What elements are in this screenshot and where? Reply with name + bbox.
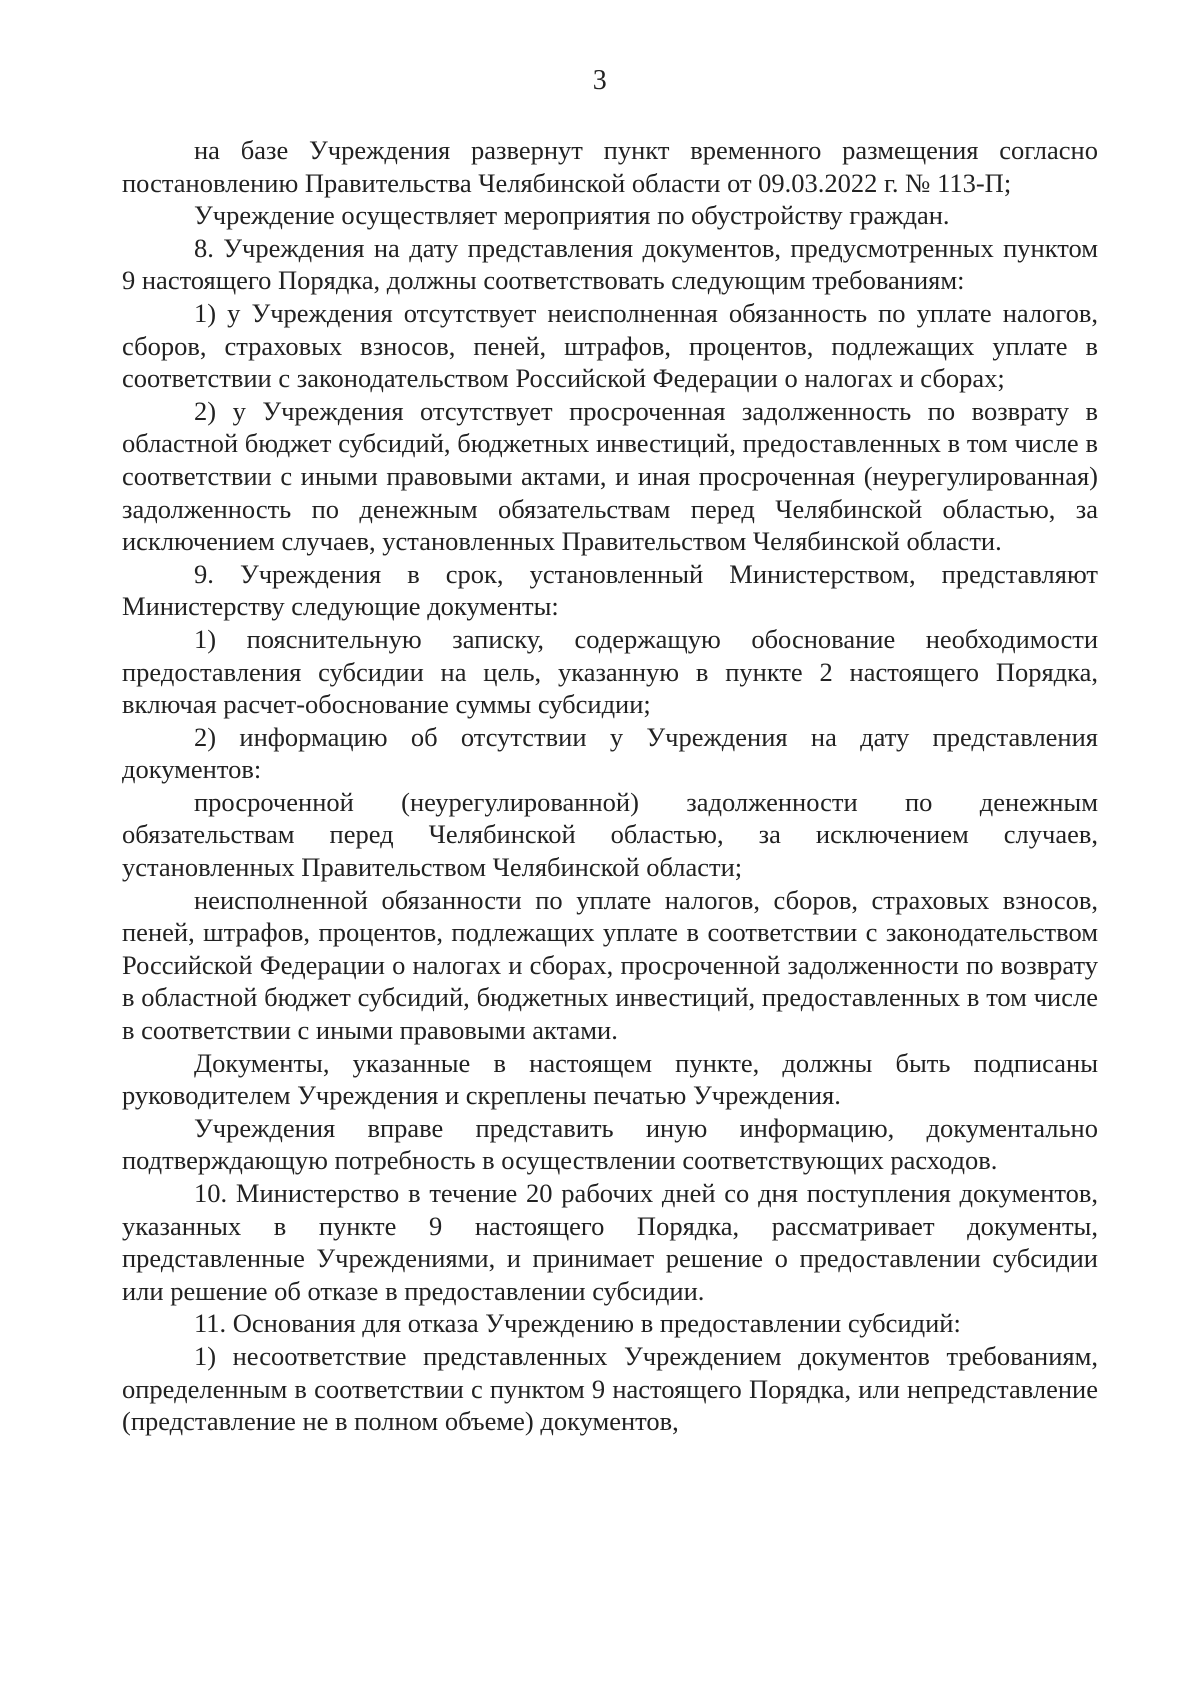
paragraph-item-9-2-unfulfilled-obligation: неисполненной обязанности по уплате налогов, сборов, страховых взносов, пеней, штрафов, процентов, подлежащих уплате в соответствии с законодательством Российской Федерации о налогах и сборах, просроченной задолженности по возврату в областной бюджет субсидий, бюджетных инвестиций, предоставленных в том числе в соответствии с иными правовыми актами. — [122, 884, 1098, 1046]
paragraph-temporary-accommodation: на базе Учреждения развернут пункт временного размещения согласно постановлению Правительства Челябинской области от 09.03.2022 г. № 113-П; — [122, 135, 1098, 198]
paragraph-item-9: 9. Учреждения в срок, установленный Министерством, представляют Министерству следующие документы: — [122, 558, 1098, 622]
paragraph-documents-signed: Документы, указанные в настоящем пункте, должны быть подписаны руководителем Учреждения и скреплены печатью Учреждения. — [122, 1047, 1098, 1111]
document-body — [122, 134, 1098, 1438]
paragraph-item-11: 11. Основания для отказа Учреждению в предоставлении субсидий: — [194, 1308, 961, 1339]
paragraph-other-information: Учреждения вправе представить иную информацию, документально подтверждающую потребность в осуществлении соответствующих расходов. — [122, 1112, 1098, 1176]
paragraph-item-8-1: 1) у Учреждения отсутствует неисполненная обязанность по уплате налогов, сборов, страховых взносов, пеней, штрафов, процентов, подлежащих уплате в соответствии с законодательством Российской Федерации о налогах и сборах; — [122, 297, 1098, 394]
page-number: 3 — [592, 65, 608, 96]
paragraph-citizen-arrangement: Учреждение осуществляет мероприятия по обустройству граждан. — [194, 200, 950, 231]
paragraph-item-9-1: 1) пояснительную записку, содержащую обоснование необходимости предоставления субсидии на цель, указанную в пункте 2 настоящего Порядка, включая расчет-обоснование суммы субсидии; — [122, 623, 1098, 720]
paragraph-item-8: 8. Учреждения на дату представления документов, предусмотренных пунктом 9 настоящего Порядка, должны соответствовать следующим требованиям: — [122, 232, 1098, 296]
paragraph-item-9-2: 2) информацию об отсутствии у Учреждения на дату представления документов: — [122, 721, 1098, 785]
paragraph-item-8-2: 2) у Учреждения отсутствует просроченная задолженность по возврату в областной бюджет субсидий, бюджетных инвестиций, предоставленных в том числе в соответствии с иными правовыми актами, и иная просроченная (неурегулированная) задолженность по денежным обязательствам перед Челябинской областью, за исключением случаев, установленных Правительством Челябинской области. — [122, 395, 1098, 557]
paragraph-item-11-1: 1) несоответствие представленных Учреждением документов требованиям, определенным в соответствии с пунктом 9 настоящего Порядка, или непредставление (представление не в полном объеме) документов, — [122, 1340, 1098, 1437]
paragraph-item-9-2-overdue-debt: просроченной (неурегулированной) задолженности по денежным обязательствам перед Челябинской областью, за исключением случаев, установленных Правительством Челябинской области; — [122, 786, 1098, 883]
paragraph-item-10: 10. Министерство в течение 20 рабочих дней со дня поступления документов, указанных в пункте 9 настоящего Порядка, рассматривает документы, представленные Учреждениями, и принимает решение о предоставлении субсидии или решение об отказе в предоставлении субсидии. — [122, 1178, 1098, 1306]
